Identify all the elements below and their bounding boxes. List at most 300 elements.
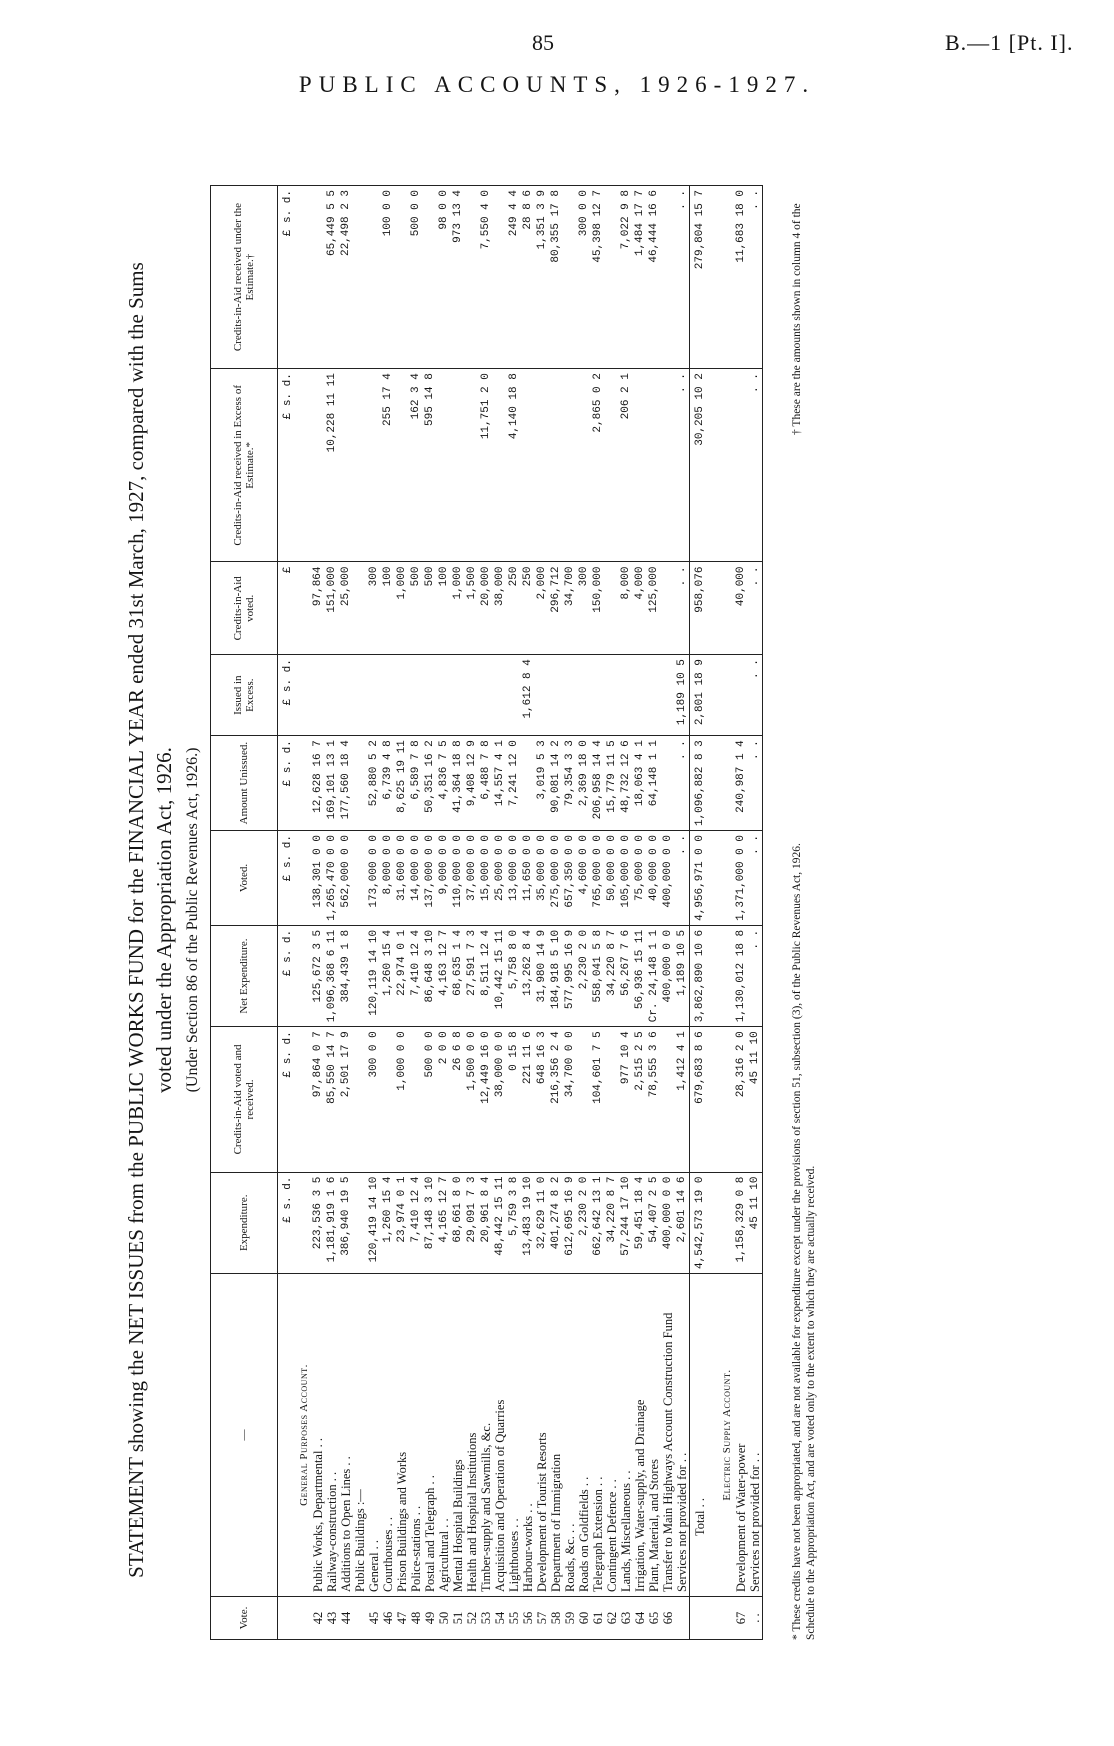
amount-cell: 958,076: [690, 562, 711, 655]
vote-number: 67: [734, 1597, 748, 1640]
amount-cell: [353, 736, 367, 831]
amount-cell: 500: [409, 562, 423, 655]
col-description: —: [211, 1274, 278, 1597]
row-description: Agricultural . .: [437, 1274, 451, 1597]
amount-cell: [577, 369, 591, 562]
empty-cell: [295, 562, 311, 655]
amount-cell: [661, 655, 675, 736]
amount-cell: 137,000 0 0: [423, 831, 437, 926]
unit-cell: £ s. d.: [278, 1027, 296, 1172]
amount-cell: 5,758 8 0: [507, 925, 521, 1026]
amount-cell: [633, 655, 647, 736]
amount-cell: [605, 369, 619, 562]
amount-cell: [734, 655, 748, 736]
amount-cell: 50,000 0 0: [605, 831, 619, 926]
amount-cell: [563, 369, 577, 562]
amount-cell: 1,096,368 6 11: [325, 925, 339, 1026]
row-description: Roads, &c. . .: [563, 1274, 577, 1597]
amount-cell: [479, 655, 493, 736]
row-description: Telegraph Extension . .: [591, 1274, 605, 1597]
amount-cell: 120,419 14 10: [367, 1172, 381, 1273]
amount-cell: 45 11 10: [748, 1027, 763, 1172]
empty-cell: [718, 655, 734, 736]
row-description: Transfer to Main Highways Account Construction Fund: [661, 1274, 675, 1597]
amount-cell: 25,000 0 0: [493, 831, 507, 926]
amount-cell: Cr. 24,148 1 1: [647, 925, 661, 1026]
empty-cell: [295, 1172, 311, 1273]
unit-cell: [278, 1597, 296, 1640]
amount-cell: 5,759 3 8: [507, 1172, 521, 1273]
row-description: Railway-construction . .: [325, 1274, 339, 1597]
amount-cell: [451, 369, 465, 562]
amount-cell: 64,148 1 1: [647, 736, 661, 831]
amount-cell: 2,601 14 6: [675, 1172, 690, 1273]
rotated-statement: [80, 140, 960, 1700]
amount-cell: 12,628 16 7: [311, 736, 325, 831]
amount-cell: 38,000 0 0: [493, 1027, 507, 1172]
col-net-expenditure: Net Expenditure.: [211, 925, 278, 1026]
empty-cell: [710, 562, 718, 655]
amount-cell: [591, 655, 605, 736]
amount-cell: 87,148 3 10: [423, 1172, 437, 1273]
amount-cell: 125,672 3 5: [311, 925, 325, 1026]
amount-cell: 2 0 0: [437, 1027, 451, 1172]
vote-number: 49: [423, 1597, 437, 1640]
footnote-credits: [790, 440, 818, 1640]
vote-number: 50: [437, 1597, 451, 1640]
amount-cell: 1,158,329 0 8: [734, 1172, 748, 1273]
amount-cell: 13,262 8 4: [521, 925, 535, 1026]
amount-cell: 1,351 3 9: [535, 186, 549, 369]
row-description: Plant, Material, and Stores: [647, 1274, 661, 1597]
table-row: [675, 186, 690, 1640]
row-description: Police-stations . .: [409, 1274, 423, 1597]
col-amount-unissued: Amount Unissued.: [211, 736, 278, 831]
table-row: [591, 186, 605, 1640]
table-row: [311, 186, 325, 1640]
amount-cell: . .: [675, 831, 690, 926]
amount-cell: 679,683 8 6: [690, 1027, 711, 1172]
amount-cell: 97,864: [311, 562, 325, 655]
col-credits-excess: Credits-in-Aid received in Excess of Estimate.*: [211, 369, 278, 562]
amount-cell: 90,081 14 2: [549, 736, 563, 831]
table-row: [563, 186, 577, 1640]
page-number: 85: [532, 30, 554, 55]
amount-cell: [311, 369, 325, 562]
vote-number: 52: [465, 1597, 479, 1640]
amount-cell: 20,000: [479, 562, 493, 655]
amount-cell: 240,987 1 4: [734, 736, 748, 831]
row-description: Total . .: [690, 1274, 711, 1597]
amount-cell: 169,101 13 1: [325, 736, 339, 831]
amount-cell: 977 10 4: [619, 1027, 633, 1172]
amount-cell: [353, 925, 367, 1026]
table-row: [521, 186, 535, 1640]
amount-cell: 65,449 5 5: [325, 186, 339, 369]
table-row: [535, 186, 549, 1640]
amount-cell: 18,063 4 1: [633, 736, 647, 831]
amount-cell: 255 17 4: [381, 369, 395, 562]
amount-cell: 1,412 4 1: [675, 1027, 690, 1172]
amount-cell: [353, 369, 367, 562]
amount-cell: 97,864 0 7: [311, 1027, 325, 1172]
vote-number: 64: [633, 1597, 647, 1640]
amount-cell: 28 8 6: [521, 186, 535, 369]
amount-cell: 11,650 0 0: [521, 831, 535, 926]
amount-cell: 7,410 12 4: [409, 1172, 423, 1273]
amount-cell: 0 15 8: [507, 1027, 521, 1172]
amount-cell: 54,407 2 5: [647, 1172, 661, 1273]
amount-cell: 75,000 0 0: [633, 831, 647, 926]
vote-number: 45: [367, 1597, 381, 1640]
amount-cell: 184,918 5 10: [549, 925, 563, 1026]
section-heading: Electric Supply Account.: [718, 1274, 734, 1597]
amount-cell: [381, 655, 395, 736]
amount-cell: 384,439 1 8: [339, 925, 353, 1026]
amount-cell: 28,316 2 0: [734, 1027, 748, 1172]
unit-cell: £ s. d.: [278, 1172, 296, 1273]
footnote-amounts: † These are the amounts shown in column 4 of the: [791, 203, 803, 435]
amount-cell: 577,995 16 9: [563, 925, 577, 1026]
amount-cell: 500 0 0: [409, 186, 423, 369]
amount-cell: 558,041 5 8: [591, 925, 605, 1026]
amount-cell: [535, 369, 549, 562]
unit-cell: £ s. d.: [278, 186, 296, 369]
amount-cell: 11,683 18 0: [734, 186, 748, 369]
vote-number: 55: [507, 1597, 521, 1640]
amount-cell: 11,751 2 0: [479, 369, 493, 562]
amount-cell: 386,940 19 5: [339, 1172, 353, 1273]
amount-cell: . .: [748, 186, 763, 369]
table-row: [437, 186, 451, 1640]
vote-number: 44: [339, 1597, 353, 1640]
amount-cell: . .: [748, 925, 763, 1026]
amount-cell: [465, 655, 479, 736]
amount-cell: 100: [437, 562, 451, 655]
amount-cell: 4,165 12 7: [437, 1172, 451, 1273]
amount-cell: 13,483 19 10: [521, 1172, 535, 1273]
amount-cell: [493, 655, 507, 736]
amount-cell: 4,542,573 19 0: [690, 1172, 711, 1273]
amount-cell: 216,356 2 4: [549, 1027, 563, 1172]
amount-cell: 52,880 5 2: [367, 736, 381, 831]
amount-cell: [339, 655, 353, 736]
unit-cell: £: [278, 562, 296, 655]
amount-cell: 46,444 16 6: [647, 186, 661, 369]
amount-cell: 14,557 4 1: [493, 736, 507, 831]
amount-cell: 9,408 12 9: [465, 736, 479, 831]
amount-cell: 8,000: [619, 562, 633, 655]
row-description: Lighthouses . .: [507, 1274, 521, 1597]
amount-cell: [409, 655, 423, 736]
amount-cell: 3,019 5 3: [535, 736, 549, 831]
amount-cell: 6,589 7 8: [409, 736, 423, 831]
table-row: [451, 186, 465, 1640]
amount-cell: [661, 562, 675, 655]
empty-cell: [295, 655, 311, 736]
amount-cell: 138,301 0 0: [311, 831, 325, 926]
amount-cell: 2,865 0 2: [591, 369, 605, 562]
amount-cell: [549, 369, 563, 562]
amount-cell: 279,804 15 7: [690, 186, 711, 369]
amount-cell: 15,000 0 0: [479, 831, 493, 926]
table-row: [367, 186, 381, 1640]
vote-number: 57: [535, 1597, 549, 1640]
amount-cell: 34,220 8 7: [605, 1172, 619, 1273]
amount-cell: [423, 186, 437, 369]
amount-cell: [353, 655, 367, 736]
empty-cell: [710, 736, 718, 831]
amount-cell: 40,000 0 0: [647, 831, 661, 926]
table-row: [549, 186, 563, 1640]
amount-cell: [605, 562, 619, 655]
empty-cell: [718, 925, 734, 1026]
col-voted: Voted.: [211, 831, 278, 926]
amount-cell: 80,355 17 8: [549, 186, 563, 369]
amount-cell: 595 14 8: [423, 369, 437, 562]
amount-cell: [437, 369, 451, 562]
row-description: Timber-supply and Sawmills, &c.: [479, 1274, 493, 1597]
vote-number: 58: [549, 1597, 563, 1640]
amount-cell: 125,000: [647, 562, 661, 655]
amount-cell: 12,449 16 0: [479, 1027, 493, 1172]
amount-cell: 85,550 14 7: [325, 1027, 339, 1172]
amount-cell: 300: [367, 562, 381, 655]
amount-cell: 7,022 9 8: [619, 186, 633, 369]
amount-cell: . .: [748, 562, 763, 655]
vote-number: 53: [479, 1597, 493, 1640]
empty-cell: [718, 1597, 734, 1640]
table-row: [423, 186, 437, 1640]
amount-cell: 1,265,470 0 0: [325, 831, 339, 926]
amount-cell: 662,642 13 1: [591, 1172, 605, 1273]
row-description: Public Buildings :—: [353, 1274, 367, 1597]
table-row: [748, 186, 763, 1640]
table-row: [605, 186, 619, 1640]
amount-cell: 8,511 12 4: [479, 925, 493, 1026]
amount-cell: 250: [507, 562, 521, 655]
vote-number: 51: [451, 1597, 465, 1640]
col-credits-voted: Credits-in-Aid voted.: [211, 562, 278, 655]
amount-cell: 40,000: [734, 562, 748, 655]
amount-cell: 151,000: [325, 562, 339, 655]
row-description: Services not provided for . .: [748, 1274, 763, 1597]
amount-cell: . .: [675, 369, 690, 562]
amount-cell: 7,410 12 4: [409, 925, 423, 1026]
table-row: [395, 186, 409, 1640]
amount-cell: [493, 186, 507, 369]
empty-cell: [710, 369, 718, 562]
statement-caption-continued: voted under the Appropriation Act, 1926.: [152, 747, 176, 1093]
amount-cell: 25,000: [339, 562, 353, 655]
table-row: [353, 186, 367, 1640]
amount-cell: [353, 831, 367, 926]
amount-cell: [521, 736, 535, 831]
vote-number: 60: [577, 1597, 591, 1640]
amount-cell: 400,000 0 0: [661, 1172, 675, 1273]
table-row: [507, 186, 521, 1640]
amount-cell: 2,230 2 0: [577, 1172, 591, 1273]
amount-cell: 1,484 17 7: [633, 186, 647, 369]
amount-cell: 6,488 7 8: [479, 736, 493, 831]
amount-cell: [563, 655, 577, 736]
amount-cell: 48,442 15 11: [493, 1172, 507, 1273]
empty-cell: [718, 1172, 734, 1273]
col-issued-in-excess: Issued in Excess.: [211, 655, 278, 736]
amount-cell: 1,189 10 5: [675, 925, 690, 1026]
row-description: Services not provided for . .: [675, 1274, 690, 1597]
net-issues-table: [210, 185, 763, 1640]
amount-cell: 29,091 7 3: [465, 1172, 479, 1273]
table-header-row: [211, 186, 278, 1640]
row-description: General . .: [367, 1274, 381, 1597]
amount-cell: 10,442 15 11: [493, 925, 507, 1026]
amount-cell: 3,862,890 10 6: [690, 925, 711, 1026]
amount-cell: 2,501 17 9: [339, 1027, 353, 1172]
amount-cell: 7,241 12 0: [507, 736, 521, 831]
row-description: Roads on Goldfields . .: [577, 1274, 591, 1597]
amount-cell: . .: [675, 736, 690, 831]
amount-cell: 10,228 11 11: [325, 369, 339, 562]
amount-cell: [367, 655, 381, 736]
amount-cell: 401,274 8 2: [549, 1172, 563, 1273]
row-description: Prison Buildings and Works: [395, 1274, 409, 1597]
amount-cell: 1,260 15 4: [381, 925, 395, 1026]
amount-cell: 1,371,000 0 0: [734, 831, 748, 926]
empty-cell: [710, 1274, 718, 1597]
vote-number: 42: [311, 1597, 325, 1640]
empty-cell: [295, 1597, 311, 1640]
vote-number: [675, 1597, 690, 1640]
col-credits-under: Credits-in-Aid received under the Estimate.†: [211, 186, 278, 369]
amount-cell: 2,230 2 0: [577, 925, 591, 1026]
amount-cell: [605, 186, 619, 369]
amount-cell: 4,140 18 8: [507, 369, 521, 562]
empty-cell: [295, 369, 311, 562]
amount-cell: 68,635 1 4: [451, 925, 465, 1026]
amount-cell: 78,555 3 6: [647, 1027, 661, 1172]
empty-cell: [718, 369, 734, 562]
row-description: Development of Tourist Resorts: [535, 1274, 549, 1597]
amount-cell: 612,695 16 9: [563, 1172, 577, 1273]
amount-cell: 1,181,919 1 6: [325, 1172, 339, 1273]
amount-cell: 120,119 14 10: [367, 925, 381, 1026]
amount-cell: 41,364 18 8: [451, 736, 465, 831]
empty-cell: [295, 925, 311, 1026]
row-description: Additions to Open Lines . .: [339, 1274, 353, 1597]
amount-cell: [647, 369, 661, 562]
amount-cell: 648 16 3: [535, 1027, 549, 1172]
amount-cell: 98 0 0: [437, 186, 451, 369]
table-row: [409, 186, 423, 1640]
empty-cell: [295, 736, 311, 831]
amount-cell: 4,836 7 5: [437, 736, 451, 831]
amount-cell: 300 0 0: [367, 1027, 381, 1172]
amount-cell: 45 11 10: [748, 1172, 763, 1273]
amount-cell: [661, 1027, 675, 1172]
empty-cell: [710, 831, 718, 926]
vote-number: 62: [605, 1597, 619, 1640]
row-description: Acquisition and Operation of Quarries: [493, 1274, 507, 1597]
amount-cell: 14,000 0 0: [409, 831, 423, 926]
empty-cell: [710, 1172, 718, 1273]
amount-cell: 45,398 12 7: [591, 186, 605, 369]
empty-cell: [295, 186, 311, 369]
empty-cell: [718, 1027, 734, 1172]
amount-cell: 56,267 7 6: [619, 925, 633, 1026]
amount-cell: 221 11 6: [521, 1027, 535, 1172]
amount-cell: 34,700 0 0: [563, 1027, 577, 1172]
amount-cell: [465, 186, 479, 369]
amount-cell: 296,712: [549, 562, 563, 655]
amount-cell: 1,500: [465, 562, 479, 655]
amount-cell: 57,244 17 10: [619, 1172, 633, 1273]
vote-number: 43: [325, 1597, 339, 1640]
amount-cell: 275,000 0 0: [549, 831, 563, 926]
amount-cell: 15,779 11 5: [605, 736, 619, 831]
spacer-row: [710, 186, 718, 1640]
amount-cell: 105,000 0 0: [619, 831, 633, 926]
total-row: [690, 186, 711, 1640]
empty-cell: [295, 831, 311, 926]
amount-cell: 32,629 11 0: [535, 1172, 549, 1273]
amount-cell: 400,000 0 0: [661, 925, 675, 1026]
amount-cell: [353, 1172, 367, 1273]
amount-cell: 1,260 15 4: [381, 1172, 395, 1273]
vote-number: 46: [381, 1597, 395, 1640]
col-expenditure: Expenditure.: [211, 1172, 278, 1273]
amount-cell: 765,000 0 0: [591, 831, 605, 926]
amount-cell: 22,498 2 3: [339, 186, 353, 369]
empty-cell: [718, 831, 734, 926]
amount-cell: [493, 369, 507, 562]
amount-cell: [395, 369, 409, 562]
section-heading-row: [718, 186, 734, 1640]
vote-number: 61: [591, 1597, 605, 1640]
amount-cell: 1,096,882 8 3: [690, 736, 711, 831]
amount-cell: [325, 655, 339, 736]
row-description: Harbour-works . .: [521, 1274, 535, 1597]
amount-cell: . .: [675, 186, 690, 369]
amount-cell: [661, 369, 675, 562]
amount-cell: [647, 655, 661, 736]
amount-cell: 400,000 0 0: [661, 831, 675, 926]
amount-cell: 110,000 0 0: [451, 831, 465, 926]
empty-cell: [718, 736, 734, 831]
amount-cell: [423, 655, 437, 736]
row-description: Mental Hospital Buildings: [451, 1274, 465, 1597]
amount-cell: 223,536 3 5: [311, 1172, 325, 1273]
amount-cell: 34,220 8 7: [605, 925, 619, 1026]
amount-cell: 300 0 0: [577, 186, 591, 369]
amount-cell: 34,700: [563, 562, 577, 655]
units-row: [278, 186, 296, 1640]
table-row: [339, 186, 353, 1640]
amount-cell: 22,974 0 1: [395, 925, 409, 1026]
table-row: [479, 186, 493, 1640]
amount-cell: [395, 655, 409, 736]
amount-cell: . .: [748, 655, 763, 736]
row-description: Postal and Telegraph . .: [423, 1274, 437, 1597]
table-row: [577, 186, 591, 1640]
amount-cell: 50,351 16 2: [423, 736, 437, 831]
amount-cell: 162 3 4: [409, 369, 423, 562]
amount-cell: [535, 655, 549, 736]
amount-cell: 8,625 19 11: [395, 736, 409, 831]
empty-cell: [710, 1027, 718, 1172]
vote-number: 56: [521, 1597, 535, 1640]
amount-cell: 1,189 10 5: [675, 655, 690, 736]
